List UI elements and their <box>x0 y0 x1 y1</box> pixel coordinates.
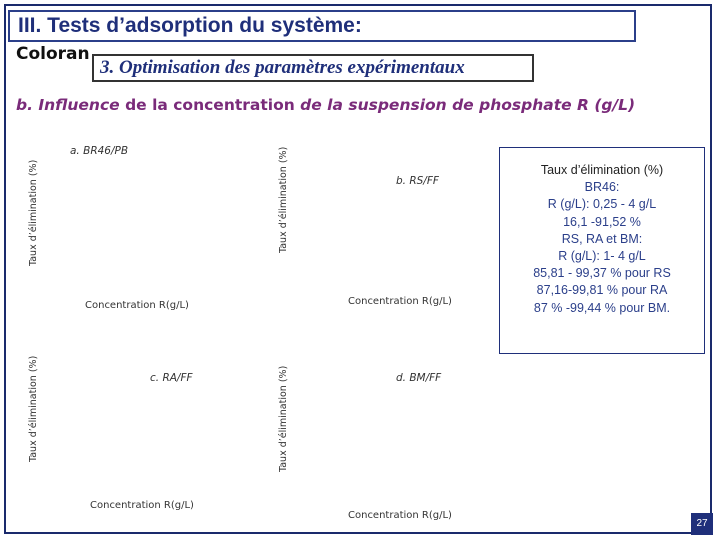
title-box <box>8 10 636 42</box>
panel-b-ylabel: Taux d’élimination (%) <box>278 146 289 253</box>
panel-c-xlabel: Concentration R(g/L) <box>90 500 194 511</box>
summary-line: R (g/L): 1- 4 g/L <box>558 249 646 264</box>
summary-box <box>499 147 705 354</box>
summary-line: 85,81 - 99,37 % pour RS <box>533 266 671 281</box>
summary-line: 16,1 -91,52 % <box>563 214 641 229</box>
summary-line: RS, RA et BM: <box>561 231 643 246</box>
slide-title: III. Tests d’adsorption du système: <box>18 14 362 37</box>
panel-b-label: b. RS/FF <box>396 175 439 187</box>
panel-a-xlabel: Concentration R(g/L) <box>85 300 189 311</box>
heading-prefix: b. Influence <box>16 96 120 114</box>
section-box <box>92 54 534 82</box>
panel-d-xlabel: Concentration R(g/L) <box>348 510 452 521</box>
panel-c-ylabel: Taux d’élimination (%) <box>28 355 39 462</box>
panel-a-ylabel: Taux d’élimination (%) <box>28 159 39 266</box>
page-number: 27 <box>691 513 713 535</box>
slide-subtitle: Coloran <box>16 44 90 64</box>
summary-line: Taux d’élimination (%) <box>540 163 664 177</box>
summary-line: BR46: <box>584 180 620 195</box>
summary-line: 87 % -99,44 % pour BM. <box>533 300 671 315</box>
panel-d-label: d. BM/FF <box>396 372 442 384</box>
section-title: 3. Optimisation des paramètres expérimentaux <box>100 57 465 78</box>
summary-line: R (g/L): 0,25 - 4 g/L <box>547 197 657 212</box>
slide-heading <box>16 96 635 114</box>
summary-line: 87,16-99,81 % pour RA <box>536 283 668 298</box>
panel-a-label: a. BR46/PB <box>70 145 129 157</box>
panel-b-xlabel: Concentration R(g/L) <box>348 296 452 307</box>
panel-c-label: c. RA/FF <box>150 372 193 384</box>
heading-suffix: de la suspension de phosphate R (g/L) <box>300 96 636 114</box>
panel-d-ylabel: Taux d’élimination (%) <box>278 365 289 472</box>
heading-middle: de la concentration <box>119 96 301 114</box>
